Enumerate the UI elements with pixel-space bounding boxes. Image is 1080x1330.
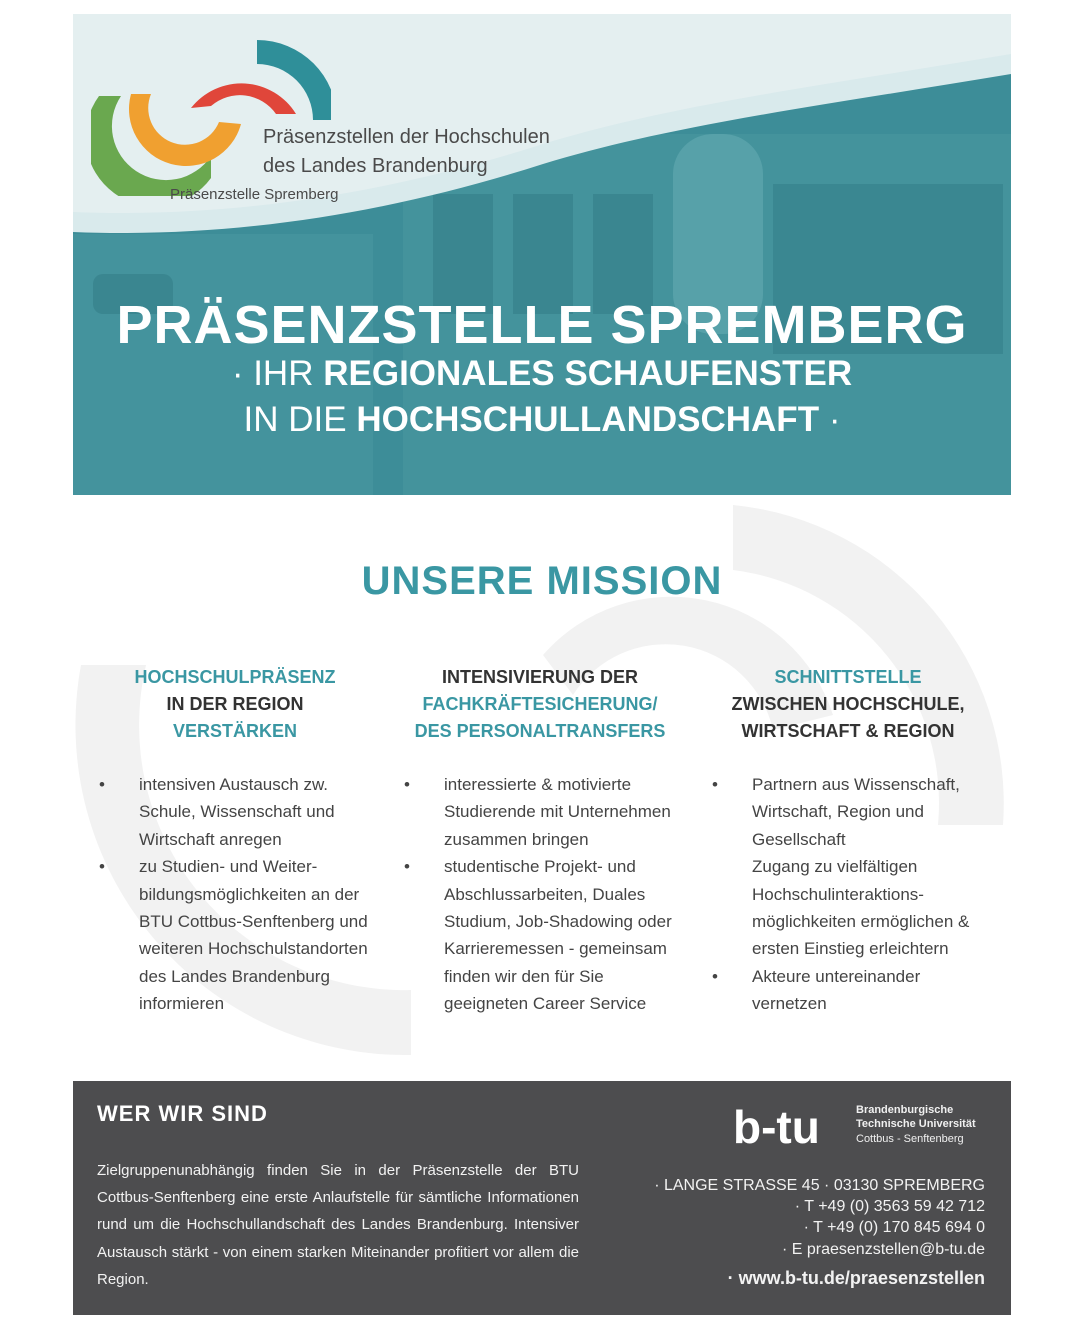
mission-column-2 (390, 664, 690, 1018)
hero-subtitle-line2: IN DIE HOCHSCHULLANDSCHAFT · (243, 400, 841, 439)
btu-logo-icon (733, 1103, 848, 1153)
list-item: Zugang zu vielfältigen Hochschulinteraktions-möglichkeiten ermöglichen & ersten Einstieg erleichtern (752, 857, 970, 959)
logo-subtitle: Präsenzstelle Spremberg (170, 186, 339, 203)
btu-name-line3: Cottbus - Senftenberg (856, 1133, 964, 1145)
mission-column-1 (85, 664, 385, 1018)
column-heading: INTENSIVIERUNG DER FACHKRÄFTESICHERUNG/ DES PERSONALTRANSFERS (414, 667, 666, 741)
address: · LANGE STRASSE 45 · 03130 SPREMBERG (654, 1177, 985, 1194)
list-item: • Akteure untereinander vernetzen (712, 966, 921, 1014)
list-item: • interessierte & motivierte Studierende mit Unternehmen zusammen bringen (404, 775, 671, 849)
logo-text-line1: Präsenzstellen der Hochschulen (263, 126, 550, 148)
footer-title: WER WIR SIND (97, 1101, 268, 1126)
phone-1[interactable]: · T +49 (0) 3563 59 42 712 (794, 1198, 985, 1215)
footer-description: Zielgruppenunabhängig finden Sie in der Präsenzstelle der BTU Cottbus-Senftenberg eine erste Anlaufstelle für sämtliche Informationen rund um die Hochschullandschaft des Landes Brandenburg. Intensiver Austausch stärkt - von einem starken Miteinander profitiert vor allem die Region. (97, 1162, 579, 1288)
btu-name-line1: Brandenburgische (856, 1104, 954, 1116)
footer (73, 1081, 1011, 1315)
poster (73, 14, 1011, 1315)
list-item: • Partnern aus Wissenschaft, Wirtschaft, Region und Gesellschaft (712, 775, 960, 849)
list-item: • zu Studien- und Weiter-bildungsmöglichkeiten an der BTU Cottbus-Senftenberg und weiteren Hochschulstandorten des Landes Brandenburg informieren (99, 857, 368, 1014)
mission-column-3 (698, 664, 998, 1018)
hero-subtitle-line1: · IHR REGIONALES SCHAUFENSTER (231, 354, 853, 393)
list-item: • intensiven Austausch zw. Schule, Wissenschaft und Wirtschaft anregen (99, 775, 335, 849)
mission-title: UNSERE MISSION (361, 559, 723, 603)
logo-text-line2: des Landes Brandenburg (263, 155, 488, 177)
hero-banner (73, 14, 1011, 495)
hero-title: PRÄSENZSTELLE SPREMBERG (116, 295, 968, 355)
btu-logo-text: b-tu (733, 1103, 820, 1153)
column-heading: HOCHSCHULPRÄSENZ IN DER REGION VERSTÄRKEN (134, 667, 336, 741)
column-heading: SCHNITTSTELLE ZWISCHEN HOCHSCHULE, WIRTSCHAFT & REGION (731, 667, 965, 741)
website-link[interactable]: · www.b-tu.de/praesenzstellen (727, 1268, 985, 1288)
phone-2[interactable]: · T +49 (0) 170 845 694 0 (803, 1219, 985, 1236)
email-link[interactable]: · E praesenzstellen@b-tu.de (781, 1241, 985, 1258)
list-item: • studentische Projekt- und Abschlussarbeiten, Duales Studium, Job-Shadowing oder Karrieremessen - gemeinsam finden wir den für Sie geeigneten Career Service (404, 857, 672, 1014)
btu-name-line2: Technische Universität (856, 1118, 976, 1130)
